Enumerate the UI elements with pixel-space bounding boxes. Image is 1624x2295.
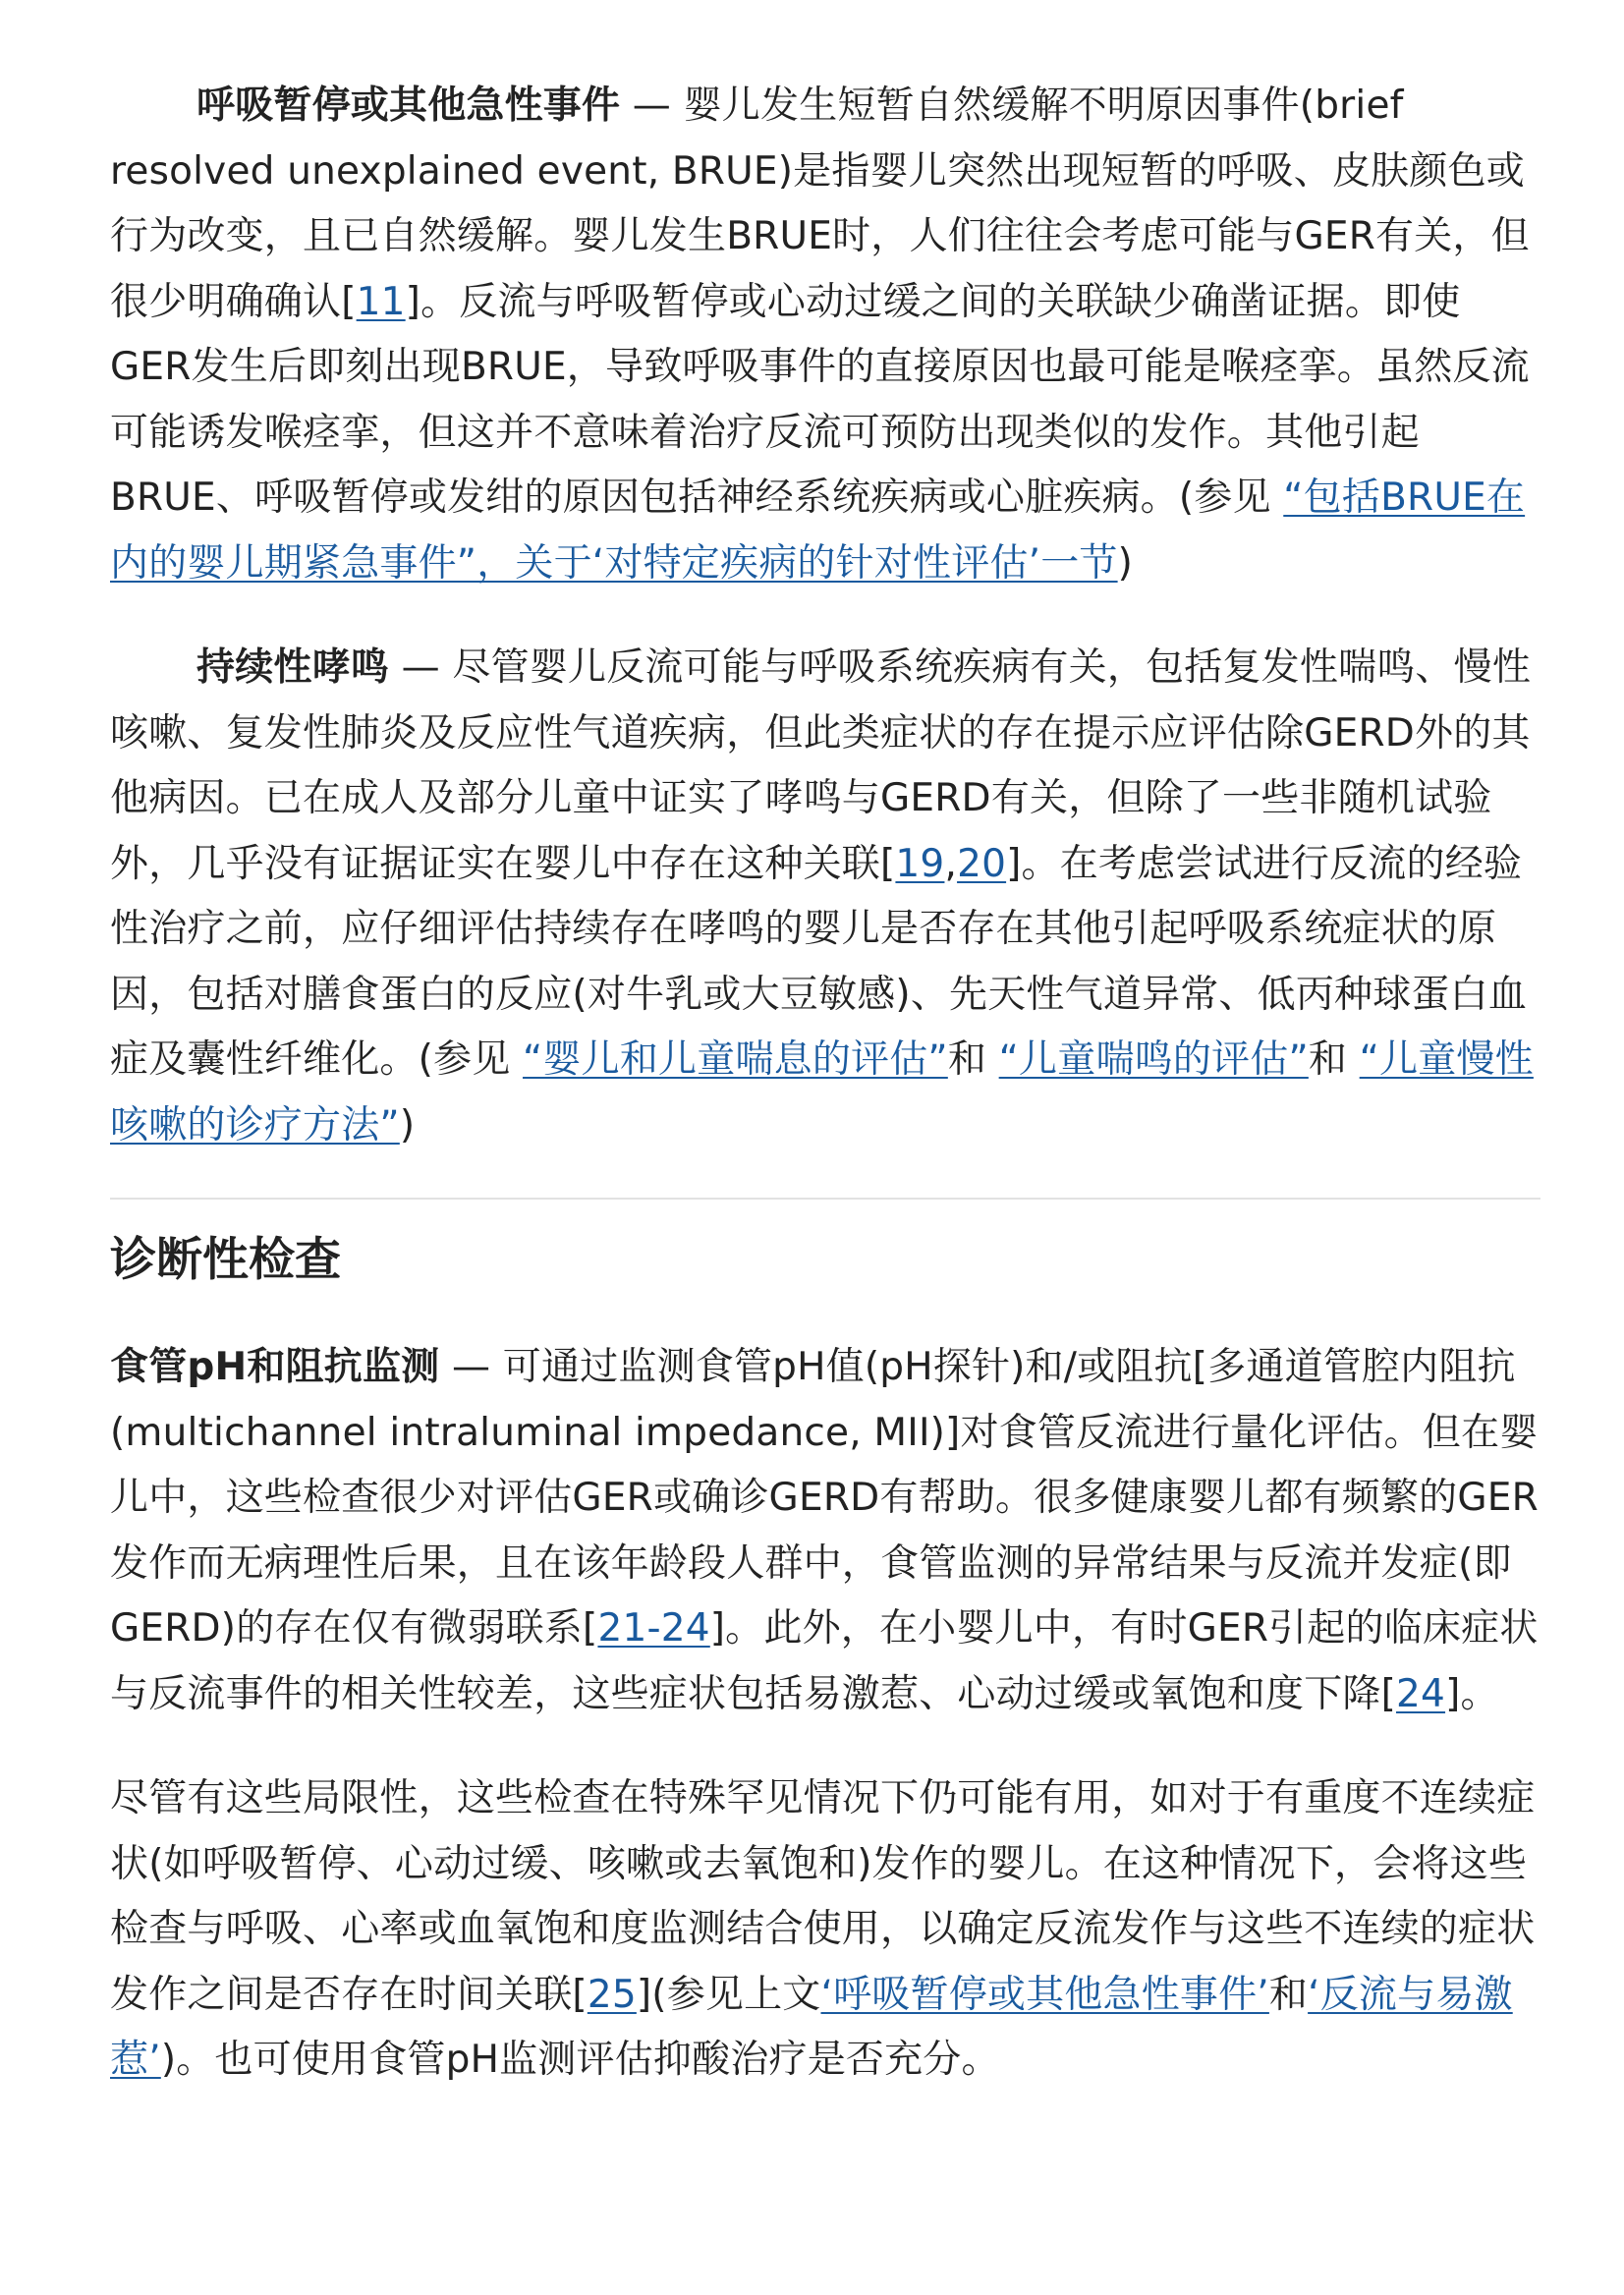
title-dash: —	[439, 1345, 503, 1389]
paragraph-limitations	[110, 1766, 1540, 2094]
paragraph-text: 和	[1268, 1972, 1309, 2017]
paragraph-ph-impedance	[110, 1335, 1540, 1727]
reference-separator: ,	[944, 841, 958, 886]
paragraph-text: )	[1117, 540, 1134, 586]
section-heading-diagnostic-tests: 诊断性检查	[110, 1233, 341, 1287]
section-link-reflux-irritability[interactable]: ‘反流与易激惹’	[110, 1972, 1513, 2082]
title-dash: —	[620, 84, 684, 128]
paragraph-text: 婴儿发生短暂自然缓解不明原因事件(brief resolved unexplained event, BRUE)是指婴儿突然出现短暂的呼吸、皮肤颜色或行为改变，且已自然缓解。婴儿发生BRUE时，人们往往会考虑可能与GER有关，但很少明确确认[	[110, 84, 1530, 324]
reference-link-21-24[interactable]: 21-24	[597, 1606, 710, 1651]
paragraph-text: 可通过监测食管pH值(pH探针)和/或阻抗[多通道管腔内阻抗(multichannel intraluminal impedance, MII)]对食管反流进行量化评估。但在婴儿中，这些检查很少对评估GER或确诊GERD有帮助。很多健康婴儿都有频繁的GER发作而无病理性后果，且在该年龄段人群中，食管监测的异常结果与反流并发症(即GERD)的存在仅有微弱联系[	[110, 1345, 1539, 1651]
paragraph-text: )。也可使用食管pH监测评估抑酸治疗是否充分。	[160, 2038, 1000, 2082]
topic-link-stridor-evaluation[interactable]: “儿童喘鸣的评估”	[998, 1037, 1309, 1082]
topic-link-brue[interactable]: “包括BRUE在内的婴儿期紧急事件”，关于‘对特定疾病的针对性评估’一节	[110, 476, 1526, 586]
paragraph-text: ]。此外，在小婴儿中，有时GER引起的临床症状与反流事件的相关性较差，这些症状包括易激惹、心动过缓或氧饱和度下降[	[110, 1606, 1539, 1716]
section-link-apnea[interactable]: ‘呼吸暂停或其他急性事件’	[820, 1972, 1269, 2017]
paragraph-text: ]。反流与呼吸暂停或心动过缓之间的关联缺少确凿证据。即使GER发生后即刻出现BRUE，导致呼吸事件的直接原因也最可能是喉痉挛。虽然反流可能诱发喉痉挛，但这并不意味着治疗反流可预防出现类似的发作。其他引起BRUE、呼吸暂停或发绀的原因包括神经系统疾病或心脏疾病。(参见	[110, 279, 1530, 520]
paragraph-apnea	[110, 74, 1540, 596]
paragraph-text: ]。	[1445, 1671, 1499, 1716]
reference-link-20[interactable]: 20	[957, 841, 1007, 886]
section-divider	[110, 1198, 1540, 1200]
paragraph-text: ](参见上文	[636, 1972, 821, 2017]
paragraph-wheezing	[110, 636, 1540, 1158]
paragraph-text: 尽管有这些局限性，这些检查在特殊罕见情况下仍可能有用，如对于有重度不连续症状(如呼吸暂停、心动过缓、咳嗽或去氧饱和)发作的婴儿。在这种情况下，会将这些检查与呼吸、心率或血氧饱和度监测结合使用，以确定反流发作与这些不连续的症状发作之间是否存在时间关联[	[110, 1776, 1536, 2017]
paragraph-text: ]。在考虑尝试进行反流的经验性治疗之前，应仔细评估持续存在哮鸣的婴儿是否存在其他引起呼吸系统症状的原因，包括对膳食蛋白的反应(对牛乳或大豆敏感)、先天性气道异常、低丙种球蛋白血症及囊性纤维化。(参见	[110, 841, 1528, 1082]
topic-link-wheezing-evaluation[interactable]: “婴儿和儿童喘息的评估”	[523, 1037, 948, 1082]
paragraph-text: 和	[1308, 1037, 1360, 1082]
topic-link-chronic-cough[interactable]: “儿童慢性咳嗽的诊疗方法”	[110, 1037, 1534, 1148]
paragraph-text: )	[399, 1102, 416, 1148]
reference-link-19[interactable]: 19	[895, 841, 945, 886]
apnea-title: 呼吸暂停或其他急性事件	[196, 84, 621, 128]
reference-link-25[interactable]: 25	[587, 1972, 637, 2017]
reference-link-11[interactable]: 11	[356, 279, 406, 324]
reference-link-24[interactable]: 24	[1396, 1671, 1446, 1716]
ph-impedance-title: 食管pH和阻抗监测	[110, 1345, 440, 1389]
paragraph-text: 尽管婴儿反流可能与呼吸系统疾病有关，包括复发性喘鸣、慢性咳嗽、复发性肺炎及反应性气道疾病，但此类症状的存在提示应评估除GERD外的其他病因。已在成人及部分儿童中证实了哮鸣与GERD有关，但除了一些非随机试验外，几乎没有证据证实在婴儿中存在这种关联[	[110, 645, 1532, 886]
title-dash: —	[389, 645, 453, 690]
wheezing-title: 持续性哮鸣	[196, 645, 390, 690]
paragraph-text: 和	[947, 1037, 999, 1082]
